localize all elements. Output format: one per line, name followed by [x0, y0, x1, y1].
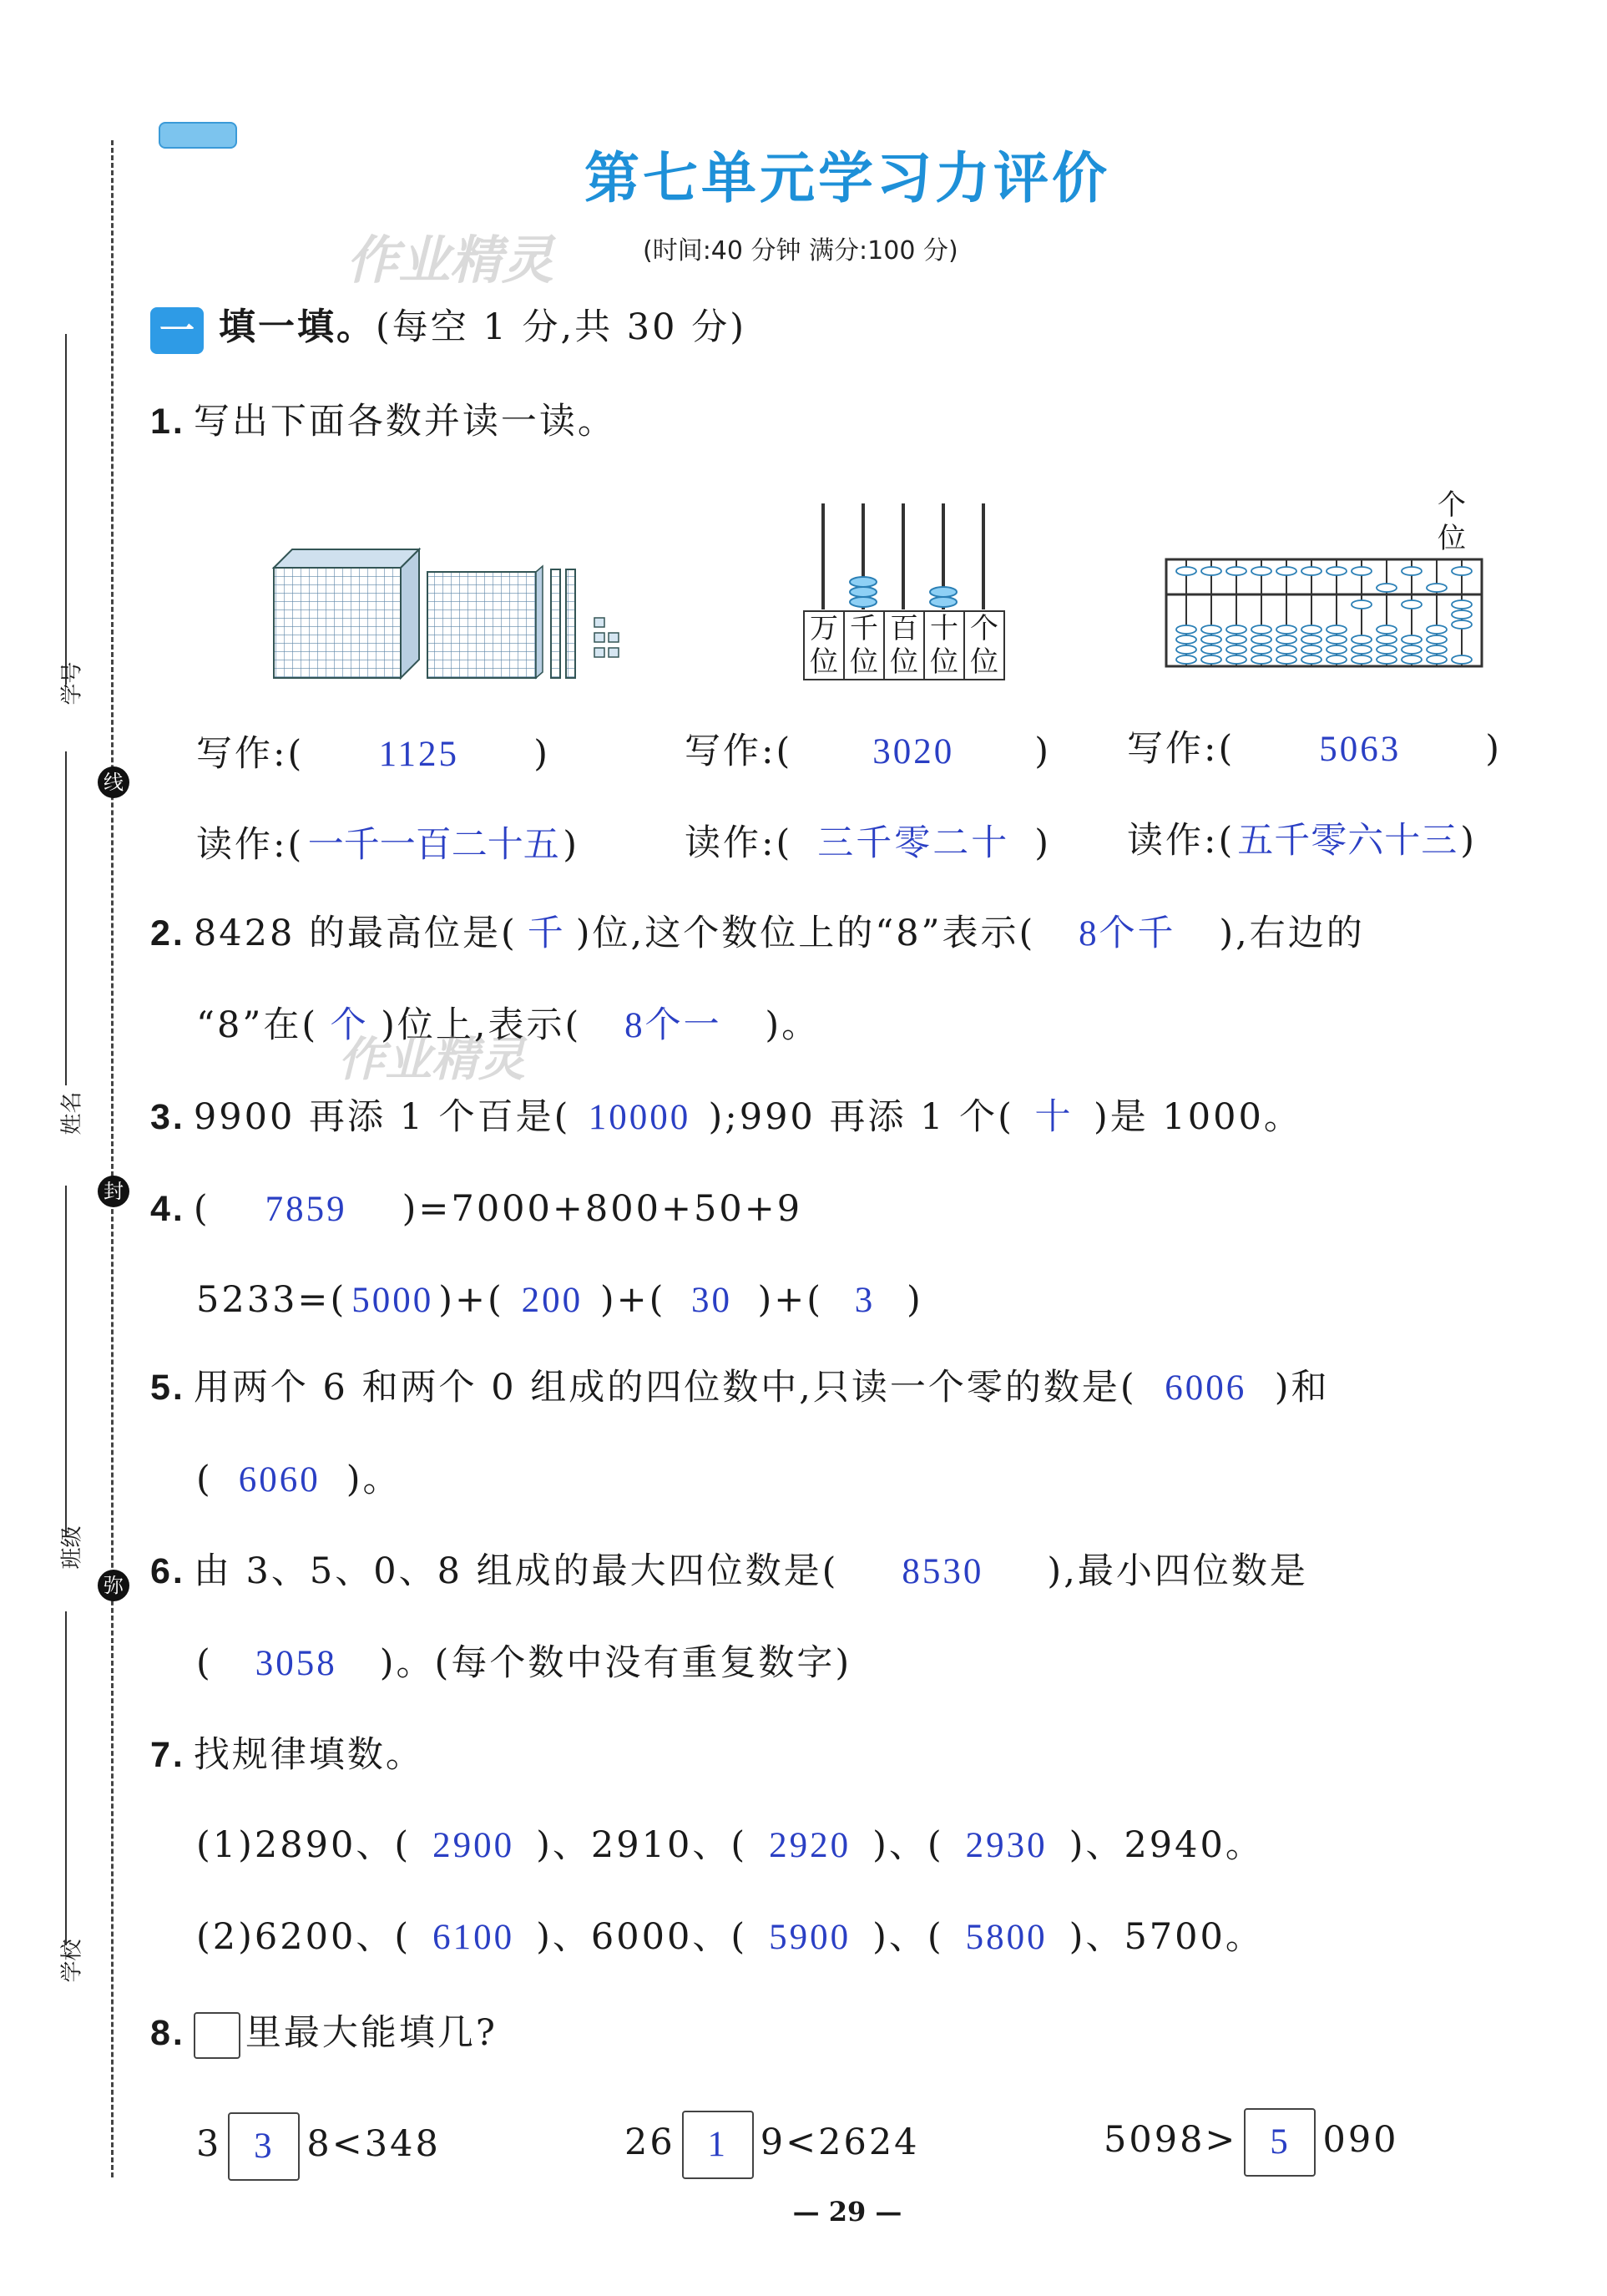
q7-row2-answer-1: 6100	[432, 1918, 515, 1957]
q3-number: 3.	[150, 1097, 185, 1137]
q7-row2-answer-3: 5800	[965, 1918, 1048, 1957]
suanpan-label: 个 位	[1438, 488, 1466, 555]
q7-row-2: (2)6200、( 6100 )、6000、( 5900 )、( 5800 )、5700。	[196, 1912, 1264, 1963]
q5-number: 5.	[150, 1368, 185, 1408]
q6-line-2: ( 3058 )。(每个数中没有重复数字)	[196, 1638, 852, 1689]
q1-number: 1.	[150, 402, 185, 442]
q4-answer-4: 30	[690, 1281, 732, 1320]
q5-line-1: 5. 用两个 6 和两个 0 组成的四位数中,只读一个零的数是( 6006 )和	[150, 1363, 1330, 1414]
label-class: 班级	[59, 1525, 85, 1570]
binding-dashed-line	[111, 140, 114, 2177]
margin-line-1	[65, 334, 67, 685]
q3-answer-1: 10000	[588, 1098, 691, 1137]
q1-text: 写出下面各数并读一读。	[193, 401, 616, 443]
q5-answer-2: 6060	[238, 1460, 321, 1499]
suanpan-figure	[1165, 558, 1483, 668]
q6-line-1: 6. 由 3、5、0、8 组成的最大四位数是( 8530 ),最小四位数是	[150, 1546, 1308, 1597]
page-subtitle: (时间:40 分钟 满分:100 分)	[643, 236, 958, 266]
margin-line-2	[65, 751, 67, 1085]
q8-item-1: 3 3 8<348	[196, 2112, 441, 2181]
q6-number: 6.	[150, 1551, 185, 1591]
margin-line-4	[65, 1611, 67, 1945]
q3-line: 3. 9900 再添 1 个百是( 10000 );990 再添 1 个( 十 )是 1000。	[150, 1092, 1302, 1143]
q8-item-3: 5098> 5 090	[1104, 2108, 1399, 2177]
q2-answer-1: 千	[527, 914, 566, 953]
q7-number: 7.	[150, 1735, 185, 1775]
q2-answer-3: 个	[330, 1006, 369, 1045]
q1-write-answer-3: 5063	[1319, 730, 1402, 769]
q8-answer-box-1: 3	[228, 2112, 300, 2181]
q8-answer-box-3: 5	[1244, 2108, 1316, 2177]
page-title: 第七单元学习力评价	[584, 146, 1110, 210]
q4-answer-3: 200	[521, 1281, 584, 1320]
watermark-2: 作业精灵	[338, 1033, 525, 1087]
q6-answer-2: 3058	[255, 1644, 337, 1683]
q7-row-1: (1)2890、( 2900 )、2910、( 2920 )、( 2930 )、2940。	[196, 1820, 1264, 1871]
q8-answer-box-2: 1	[682, 2111, 754, 2179]
q1-read-3: 读作:(五千零六十三)	[1127, 816, 1477, 867]
seal-seal-mark: 封	[98, 1176, 129, 1207]
q8-item-2: 26 1 9<2624	[624, 2111, 920, 2179]
ten-rods	[551, 569, 575, 678]
label-student-id: 学号	[59, 661, 85, 705]
q2-answer-2: 8个千	[1079, 914, 1176, 953]
q8-number: 8.	[150, 2013, 185, 2053]
place-wan: 万 位	[805, 612, 845, 679]
q2-line-1: 2. 8428 的最高位是( 千 )位,这个数位上的“8”表示( 8个千 ),右边的	[150, 908, 1365, 959]
section-badge: 一	[150, 307, 204, 354]
place-shi: 十 位	[925, 612, 965, 679]
page-number: — 29 —	[792, 2196, 902, 2228]
abacus-rods	[800, 497, 1008, 614]
q5-line-2: ( 6060 )。	[196, 1454, 402, 1505]
q1-write-answer-2: 3020	[872, 732, 955, 771]
q4-answer-1: 7859	[265, 1190, 347, 1229]
q7-row1-answer-1: 2900	[432, 1826, 515, 1865]
label-school: 学校	[59, 1939, 85, 1983]
seal-close-mark: 弥	[98, 1570, 129, 1601]
q4-line-2: 5233=( 5000 )+( 200 )+( 30 )+( 3 )	[196, 1275, 923, 1326]
q4-answer-2: 5000	[351, 1281, 434, 1320]
counting-abacus-figure	[800, 497, 1008, 680]
watermark: 作业精灵	[346, 230, 554, 291]
place-bai: 百 位	[885, 612, 925, 679]
q1-read-answer-1: 一千一百二十五	[307, 826, 559, 865]
hundred-flat	[427, 566, 543, 678]
base-ten-blocks-figure	[267, 543, 651, 680]
q2-number: 2.	[150, 913, 185, 953]
q7-prompt: 7. 找规律填数。	[150, 1734, 424, 1776]
q8-prompt: 8. 里最大能填几?	[150, 2008, 498, 2059]
seal-line-mark: 线	[98, 766, 129, 798]
q1-read-1: 读作:( 一千一百二十五 )	[196, 820, 579, 871]
abacus-place-row	[803, 610, 1005, 680]
q7-row1-answer-3: 2930	[965, 1826, 1048, 1865]
place-ge: 个 位	[970, 612, 998, 679]
q7-row1-answer-2: 2920	[769, 1826, 852, 1865]
q4-number: 4.	[150, 1189, 185, 1229]
q1-read-answer-3: 五千零六十三	[1237, 822, 1458, 861]
margin-line-3	[65, 1186, 67, 1536]
q4-answer-5: 3	[854, 1281, 876, 1320]
q7-row2-answer-2: 5900	[769, 1918, 852, 1957]
unit-cubes	[594, 618, 619, 657]
q1-write-2: 写作:( 3020 )	[685, 726, 1051, 777]
q5-answer-1: 6006	[1165, 1368, 1247, 1408]
q4-line-1: 4. ( 7859 )=7000+800+50+9	[150, 1184, 802, 1235]
section-score: (每空 1 分,共 30 分)	[376, 306, 746, 348]
q2-answer-4: 8个一	[624, 1006, 722, 1045]
q1-write-answer-1: 1125	[378, 735, 459, 774]
q1-read-answer-2: 三千零二十	[817, 824, 1010, 863]
place-qian: 千 位	[845, 612, 885, 679]
q1-write-1: 写作:( 1125 )	[196, 729, 550, 780]
q1-write-3: 写作:( 5063 )	[1127, 724, 1502, 775]
q3-answer-2: 十	[1034, 1098, 1074, 1137]
section-heading	[219, 302, 746, 352]
thousand-cube	[274, 549, 419, 678]
q2-line-2: “8”在( 个 )位上,表示( 8个一 )。	[196, 1000, 820, 1051]
q1-prompt	[150, 397, 616, 447]
label-name: 姓名	[59, 1091, 85, 1135]
section-title: 填一填。	[219, 306, 376, 348]
q6-answer-1: 8530	[902, 1552, 984, 1591]
q8-box-icon	[194, 2012, 240, 2059]
q1-read-2: 读作:( 三千零二十 )	[685, 818, 1051, 869]
